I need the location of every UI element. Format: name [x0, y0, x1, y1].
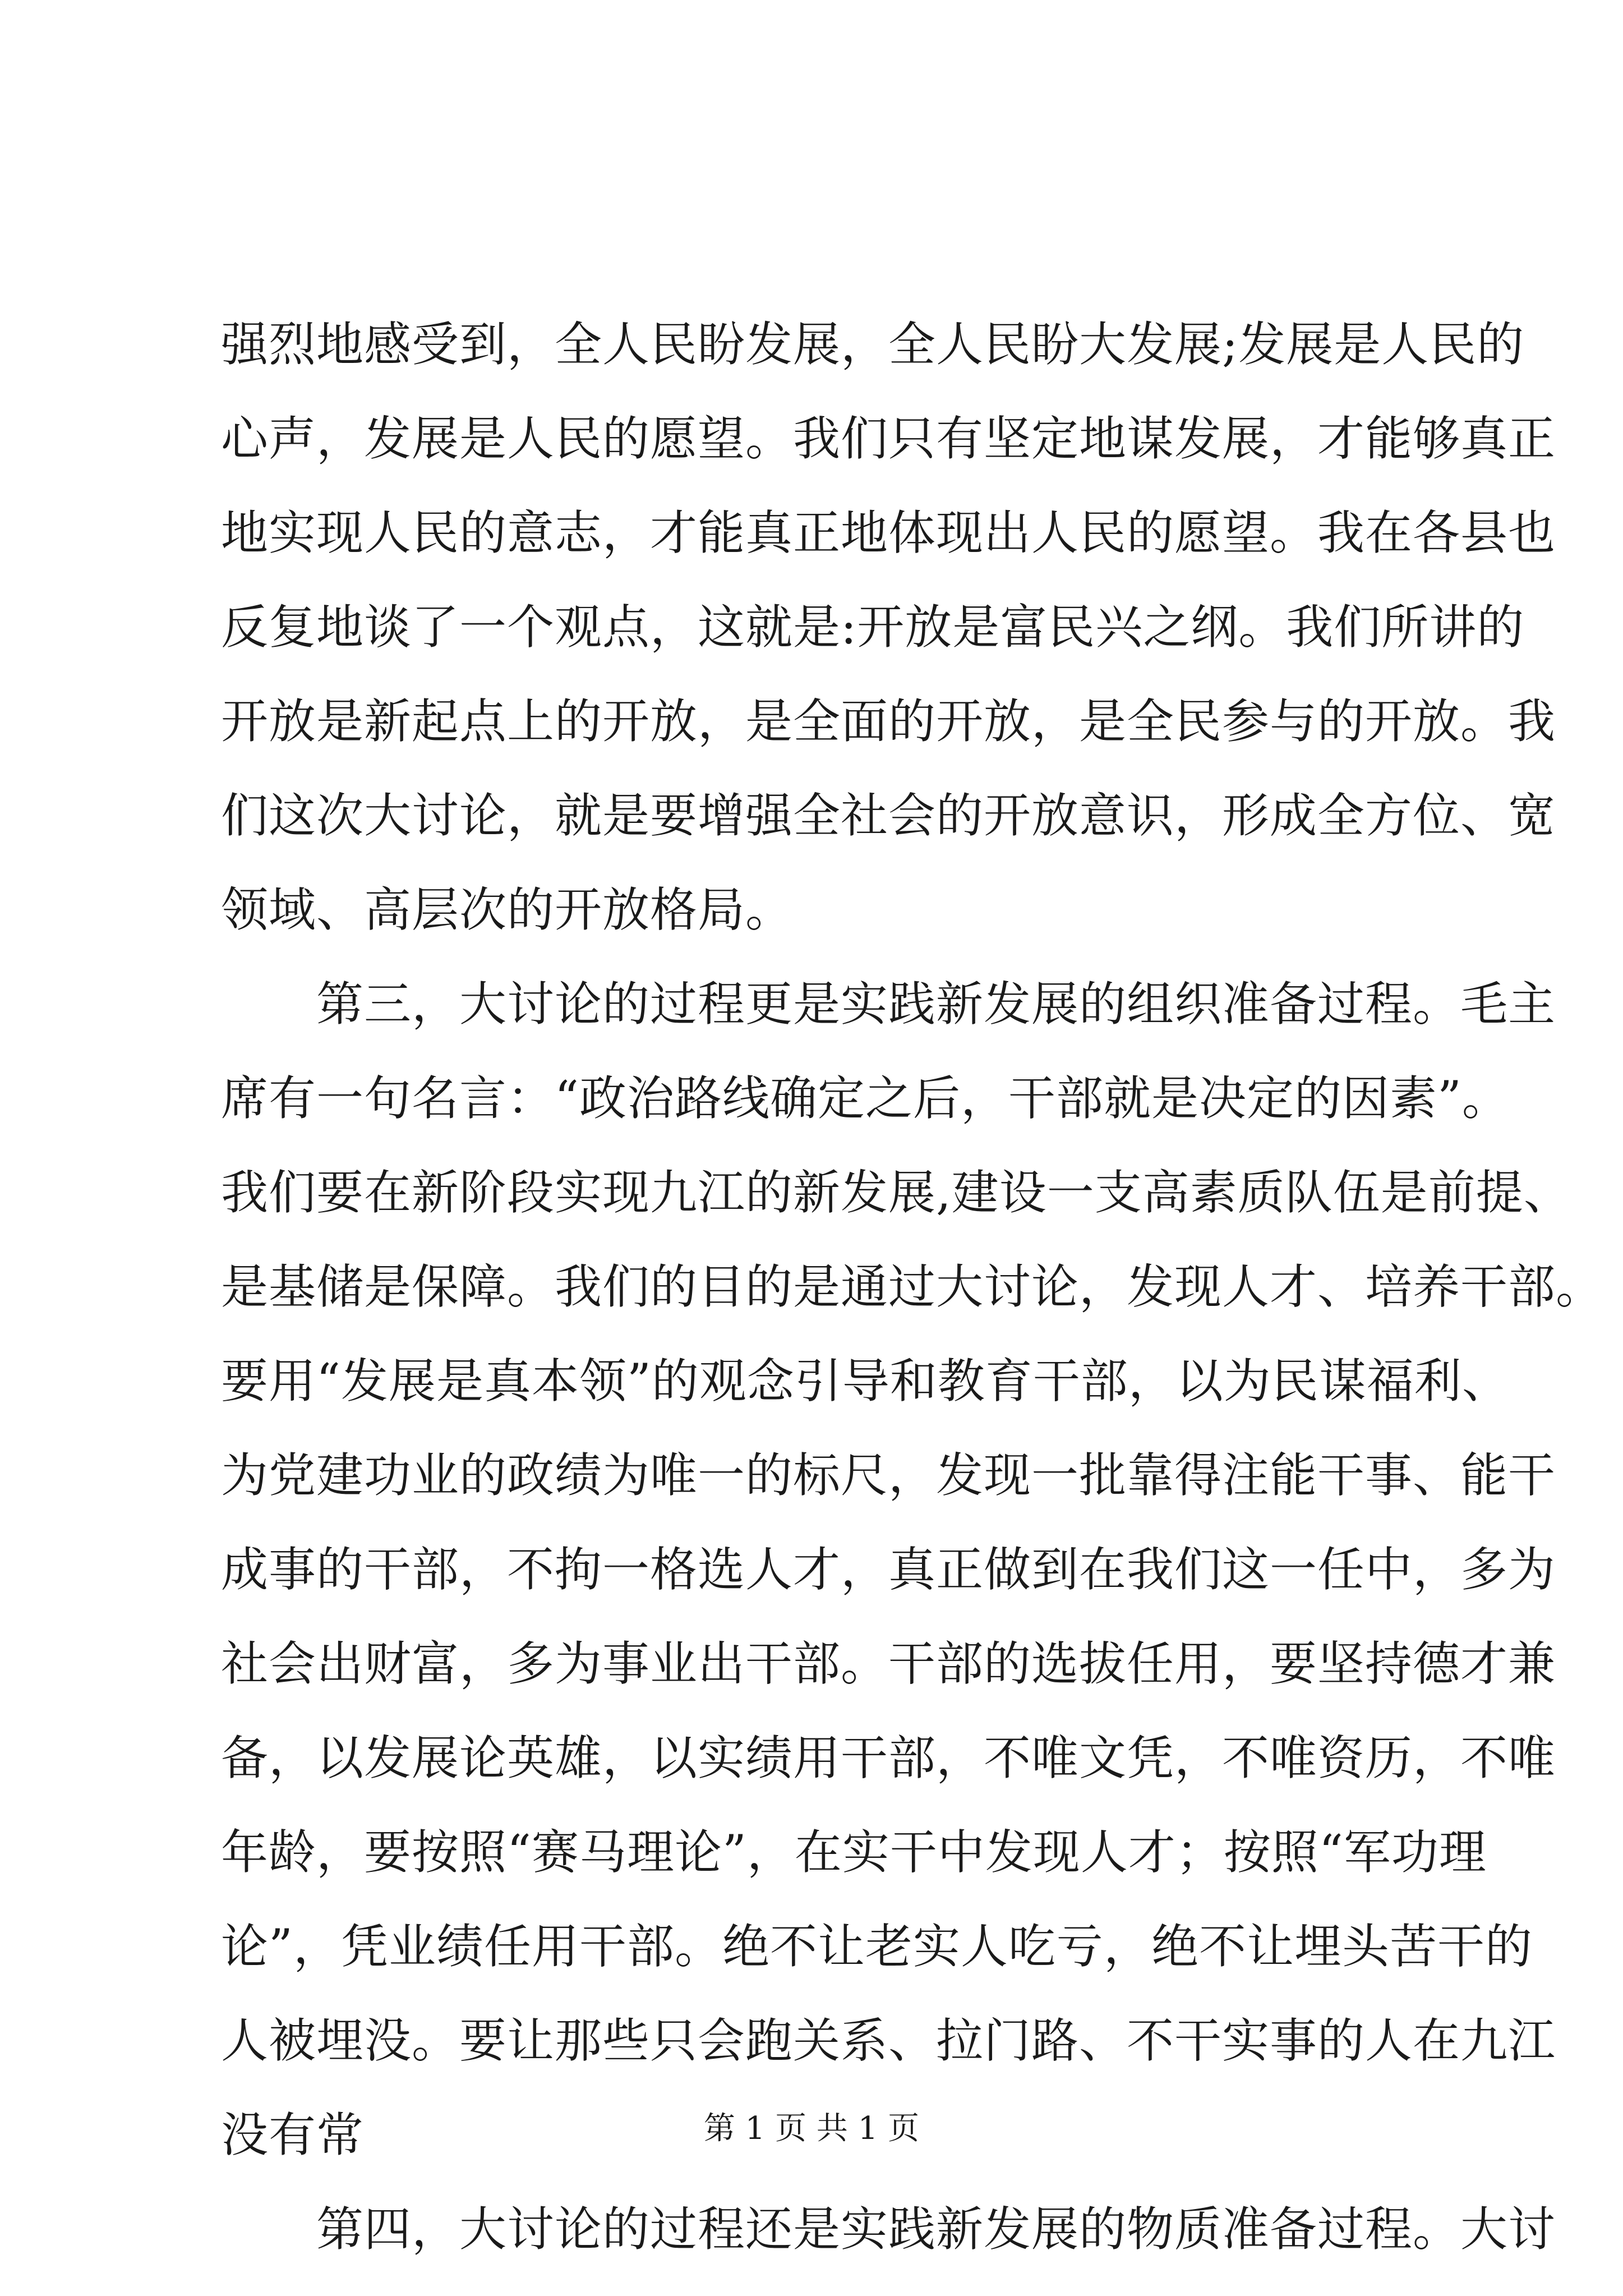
paragraph-1-line-6: 们这次大讨论，就是要增强全社会的开放意识，形成全方位、宽 — [221, 788, 1556, 843]
paragraph-2-line-9: 备，以发展论英雄，以实绩用干部，不唯文凭，不唯资历，不唯 — [221, 1731, 1556, 1786]
paragraph-3-line-1: 第四，大讨论的过程还是实践新发展的物质准备过程。大讨 — [316, 2202, 1556, 2257]
paragraph-1-line-4: 反复地谈了一个观点，这就是:开放是富民兴之纲。我们所讲的 — [221, 600, 1525, 655]
paragraph-2-line-12: 人被埋没。要让那些只会跑关系、拉门路、不干实事的人在九江 — [221, 2013, 1556, 2068]
paragraph-1-line-7: 领域、高层次的开放格局。 — [221, 882, 794, 937]
paragraph-2-line-4: 是基储是保障。我们的目的是通过大讨论，发现人才、培养干部。 — [221, 1259, 1604, 1314]
paragraph-2-line-7: 成事的干部，不拘一格选人才，真正做到在我们这一任中，多为 — [221, 1542, 1556, 1597]
paragraph-1-line-1: 强烈地感受到，全人民盼发展，全人民盼大发展;发展是人民的 — [221, 317, 1525, 372]
page-footer: 第 1 页 共 1 页 — [703, 2110, 920, 2147]
paragraph-2-line-11: 论”，凭业绩任用干部。绝不让老实人吃亏，绝不让埋头苦干的 — [221, 1919, 1533, 1974]
paragraph-2-line-1: 第三，大讨论的过程更是实践新发展的组织准备过程。毛主 — [316, 977, 1556, 1032]
document-body — [221, 297, 1604, 2276]
paragraph-1-line-5: 开放是新起点上的开放，是全面的开放，是全民参与的开放。我 — [221, 694, 1556, 749]
paragraph-2-line-5: 要用“发展是真本领”的观念引导和教育干部，以为民谋福利、 — [221, 1354, 1510, 1409]
paragraph-2-line-8: 社会出财富，多为事业出干部。干部的选拔任用，要坚持德才兼 — [221, 1636, 1556, 1691]
paragraph-1-line-2: 心声，发展是人民的愿望。我们只有坚定地谋发展，才能够真正 — [221, 411, 1556, 466]
paragraph-2-line-13: 没有常 — [221, 2108, 365, 2162]
paragraph-2-line-2: 席有一句名言：“政治路线确定之后，干部就是决定的因素”。 — [221, 1071, 1510, 1126]
paragraph-2-line-3: 我们要在新阶段实现九江的新发展,建设一支高素质队伍是前提、 — [221, 1165, 1571, 1220]
paragraph-2-line-10: 年龄，要按照“赛马理论”，在实干中发现人才；按照“军功理 — [221, 1825, 1487, 1880]
paragraph-1-line-3: 地实现人民的意志，才能真正地体现出人民的愿望。我在各县也 — [221, 505, 1556, 560]
paragraph-2-line-6: 为党建功业的政绩为唯一的标尺，发现一批靠得注能干事、能干 — [221, 1448, 1556, 1503]
